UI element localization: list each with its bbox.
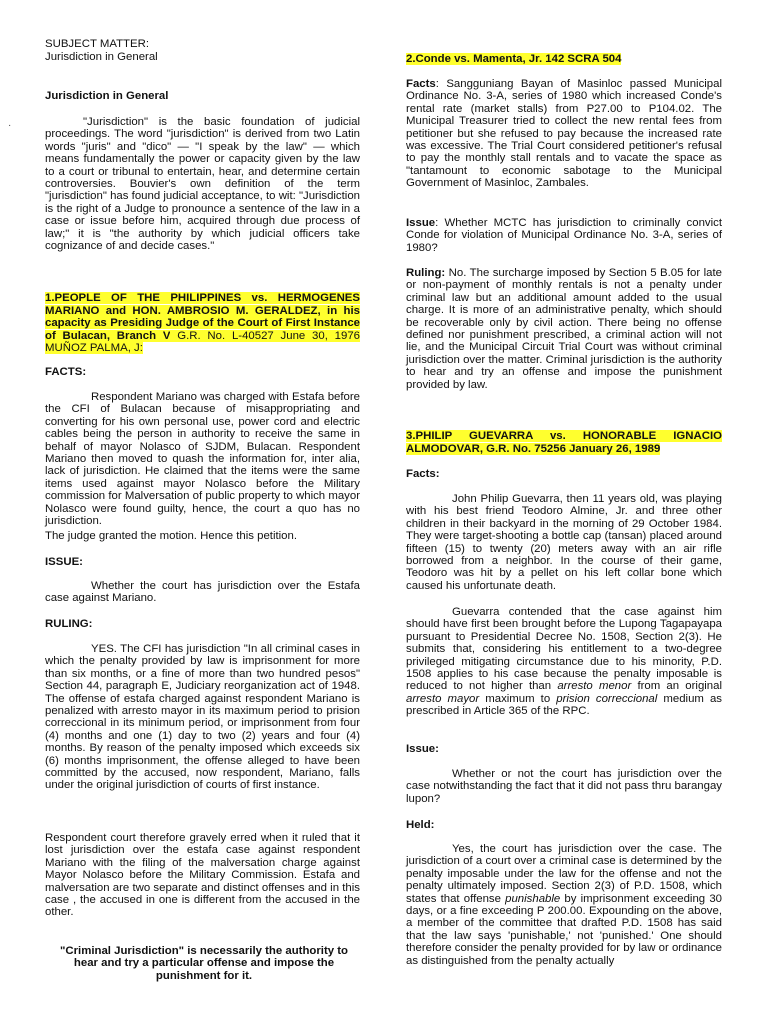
held-text xyxy=(406,843,722,967)
case2-title-line xyxy=(406,53,621,65)
held-label: Held: xyxy=(406,819,435,831)
intro-paragraph: "Jurisdiction" is the basic foundation of judicial proceedings. The word "jurisdiction" is derived from two Latin words "juris" and "dico" — "I speak by the law" — which means fundamentally the power or capacity given by the law to a court or tribunal to entertain, hear, and determine certain controversies. Bouvier's own definition of the term "jurisdiction" has found judicial acceptance, to wit: "Jurisdiction is the right of a Judge to pronounce a sentence of the law in a case or issue before him, acquired through due process of law;" it is "the authority by which judicial officers take cognizance of and decide cases." xyxy=(45,116,360,253)
case2-facts-label: Facts xyxy=(406,78,436,90)
ruling-label: RULING: xyxy=(45,618,93,630)
case3-title: 3.PHILIP GUEVARRA vs. HONORABLE IGNACIO ALMODOVAR, G.R. No. 75256 January 26, 1989 xyxy=(406,430,722,455)
facts-text-2: The judge granted the motion. Hence this petition. xyxy=(45,530,298,542)
issue-text: Whether the court has jurisdiction over the Estafa case against Mariano. xyxy=(45,580,360,605)
contention-italic-3: prision correccional xyxy=(556,692,658,705)
closing-statement: "Criminal Jurisdiction" is necessarily the authority to hear and try a particular offense and impose the punishment for it. xyxy=(59,945,349,982)
facts-text: Respondent Mariano was charged with Estafa before the CFI of Bulacan because of misappropriating and converting for his own personal use, power cord and electric cables being the person in authority to receive the same in behalf of mayor Nolasco of SJDM, Bulacan. Respondent Mariano then moved to quash the information for, inter alia, lack of jurisdiction. He claimed that the items were the same items used against mayor Nolasco before the Military commission for Malversation of public property to which mayor Nolasco were found guilty, hence, the court a quo has no jurisdiction. xyxy=(45,391,360,528)
contention-part-1: Guevarra contended that the case against him should have first been brought before the Lupong Tagapayapa pursuant to Presidential Decree No. 1508, Section 2(3). He submits that, considering his entitlement to a two-degree privileged mitigating circumstance due to his minority, P.D. 1508 applies to his case because the penalty imposable is reduced to not higher than xyxy=(406,606,722,693)
contention-part-3: maximum to xyxy=(479,692,557,705)
facts-label: FACTS: xyxy=(45,366,87,378)
case2-facts-text: : Sangguniang Bayan of Masinloc passed Municipal Ordinance No. 3-A, series of 1980 which increased Conde's rental rate (market stalls) from P27.00 to P104.02. The Municipal Treasurer tried to collect the new rental fees from petitioner but she refused to pay because the increased rate was excessive. The Trial Court considered petitioner's refusal to pay the monthly stall rentals and to vacate the space as "tantamount to economic sabotage to the Municipal Government of Masinloc, Zambales. xyxy=(406,78,722,190)
ruling-text-2: Respondent court therefore gravely erred when it ruled that it lost jurisdiction over the estafa case against respondent Mariano with the filing of the malversation charge against Mayor Nolasco before the Military Commission. Estafa and malversation are two separate and distinct offenses and in this case , the accused in one is different from the accused in the other. xyxy=(45,832,360,919)
case1-title: 1.PEOPLE OF THE PHILIPPINES vs. HERMOGENES MARIANO and HON. AMBROSIO M. GERALDEZ, in his capacity as Presiding Judge of the Court of First Instance of Bulacan, Branch V xyxy=(45,292,360,342)
case2-issue-text: : Whether MCTC has jurisdiction to criminally convict Conde for violation of Municipal Ordinance No. 3-A, series of 1980? xyxy=(406,217,722,254)
contention-part-4: medium as prescribed in Article 365 of the RPC. xyxy=(406,692,723,718)
held-italic: punishable xyxy=(505,892,561,905)
case3-title-line xyxy=(406,430,722,455)
case2-ruling-text: No. The surcharge imposed by Section 5 B.05 for late or non-payment of monthly rentals is not a penalty under criminal law but an additional amount added to the usual charge. It is more of an administrative penalty, which should be recoverable only by civil action. There being no offense defined nor punishment prescribed, a criminal action will not lie, and the Municipal Circuit Trial Court was without criminal jurisdiction over the matter. Criminal jurisdiction is the authority to hear and try an offense and impose the punishment provided by law. xyxy=(406,267,722,391)
case3-facts-text: John Philip Guevarra, then 11 years old, was playing with his best friend Teodoro Almine, Jr. and three other children in their backyard in the morning of 29 October 1984. They were target-shooting a bottle cap (tansan) placed around fifteen (15) to twenty (20) meters away with an air rifle borrowed from a neighbor. In the course of their game, Teodoro was hit by a pellet on his left collar bone which caused his unfortunate death. xyxy=(406,493,722,592)
contention-italic-2: arresto mayor xyxy=(406,692,480,705)
contention-italic-1: arresto menor xyxy=(557,680,632,693)
case1-caption xyxy=(45,292,360,355)
case1-citation: G.R. No. L-40527 June 30, 1976 MUÑOZ PALMA, J: xyxy=(45,329,360,355)
issue-label: ISSUE: xyxy=(45,556,83,568)
subject-label: SUBJECT MATTER: xyxy=(45,38,149,50)
held-part-1: Yes, the court has jurisdiction over the case. The jurisdiction of a court over a criminal case is determined by the penalty imposable under the law for the offense and not the penalty ultimately imposed. Section 2(3) of P.D. 1508, which states that offense xyxy=(406,843,722,905)
case2-facts xyxy=(406,78,722,190)
ruling-text: YES. The CFI has jurisdiction "In all criminal cases in which the penalty provided by law is imprisonment for more than six months, or a fine of more than two hundred pesos" Section 44, paragraph E, Judiciary reorganization act of 1948. The offense of estafa charged against respondent Mariano is penalized with arresto mayor in its maximum period to prision correccional in its minimum period, or imprisonment from four (4) months and one (1) day to two (2) years and four (4) months. By reason of the penalty imposed which exceeds six (6) months imprisonment, the offense alleged to have been committed by the accused, now respondent, Mariano, falls under the original jurisdiction of courts of first instance. xyxy=(45,643,360,792)
case3-facts-label: Facts: xyxy=(406,468,440,480)
case3-issue-label: Issue: xyxy=(406,743,439,755)
case2-issue-label: Issue xyxy=(406,217,436,229)
contention-part-2: from an original xyxy=(631,680,723,693)
section-heading: Jurisdiction in General xyxy=(45,90,169,102)
case2-title: 2.Conde vs. Mamenta, Jr. 142 SCRA 504 xyxy=(406,53,622,65)
case2-issue xyxy=(406,217,722,254)
case2-ruling xyxy=(406,267,722,391)
held-part-2: by imprisonment exceeding 30 days, or a fine exceeding P 200.00. Expounding on the above, a member of the committee that drafted P.D. 1508 has said that the law says 'punishable,' not 'punished.' One should therefore consider the penalty provided for by law or ordinance as distinguished from the penalty actually xyxy=(406,892,722,967)
subject-value: Jurisdiction in General xyxy=(45,51,158,63)
stray-dot: · xyxy=(8,120,12,131)
case3-issue-text: Whether or not the court has jurisdiction over the case notwithstanding the fact that it did not pass thru barangay lupon? xyxy=(406,768,722,805)
case3-contention xyxy=(406,606,722,718)
case2-ruling-label: Ruling: xyxy=(406,267,446,279)
